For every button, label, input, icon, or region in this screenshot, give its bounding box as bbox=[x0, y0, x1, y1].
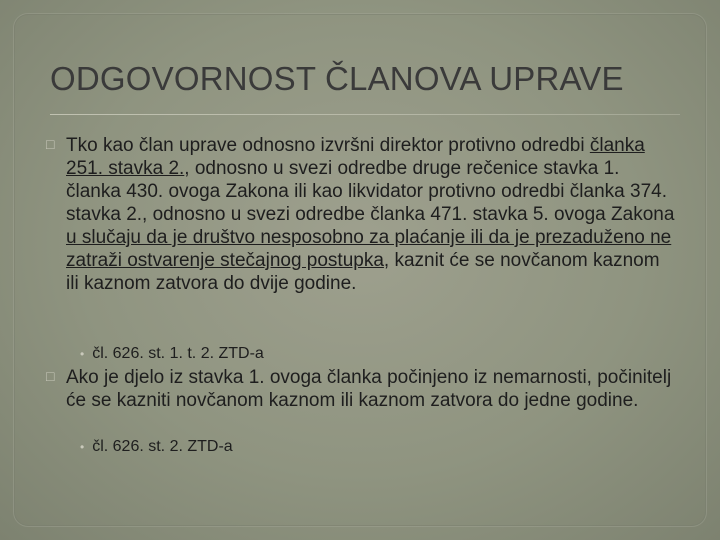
dot-bullet-icon: • bbox=[80, 440, 85, 454]
bullet-text-2: Ako je djelo iz stavka 1. ovoga članka počinjeno iz nemarnosti, počinitelj će se kazniti novčanom kaznom ili kaznom zatvora do jedne godine. bbox=[66, 367, 672, 411]
bullet-1-segment-5: , kaznit će se novčanom kaznom ili kaznom zatvora do dvije godine. bbox=[66, 250, 660, 294]
bullet-item-1 bbox=[46, 134, 676, 295]
dot-bullet-icon: • bbox=[80, 347, 85, 361]
bullet-1-segment-3: , odnosno u svezi odredbe druge rečenice stavka 1. članka 430. ovoga Zakona ili kao likvidator protivno odredbi članka 374. stavka 2., odnosno u svezi odredbe članka 471. stavka 5. ovoga Zakona bbox=[66, 158, 675, 225]
slide-title: ODGOVORNOST ČLANOVA UPRAVE bbox=[50, 60, 624, 97]
square-bullet-icon: □ bbox=[46, 368, 55, 384]
bullet-1-underlined-phrase: u slučaju da je društvo nesposobno za plaćanje ili da je prezaduženo ne zatraži ostvarenje stečajnog postupka bbox=[66, 227, 672, 271]
title-divider bbox=[50, 114, 680, 115]
bullet-1-underlined-reference: članka 251. stavka 2. bbox=[66, 135, 645, 179]
sub-bullet-1-text: čl. 626. st. 1. t. 2. ZTD-a bbox=[92, 345, 264, 362]
sub-bullet-2 bbox=[80, 437, 233, 457]
sub-bullet-1 bbox=[80, 344, 264, 364]
bullet-text-1 bbox=[66, 134, 676, 295]
bullet-1-segment-1: Tko kao član uprave odnosno izvršni direktor protivno odredbi bbox=[66, 135, 590, 156]
sub-bullet-2-text: čl. 626. st. 2. ZTD-a bbox=[92, 438, 233, 455]
bullet-item-2 bbox=[46, 366, 676, 412]
square-bullet-icon: □ bbox=[46, 136, 55, 152]
